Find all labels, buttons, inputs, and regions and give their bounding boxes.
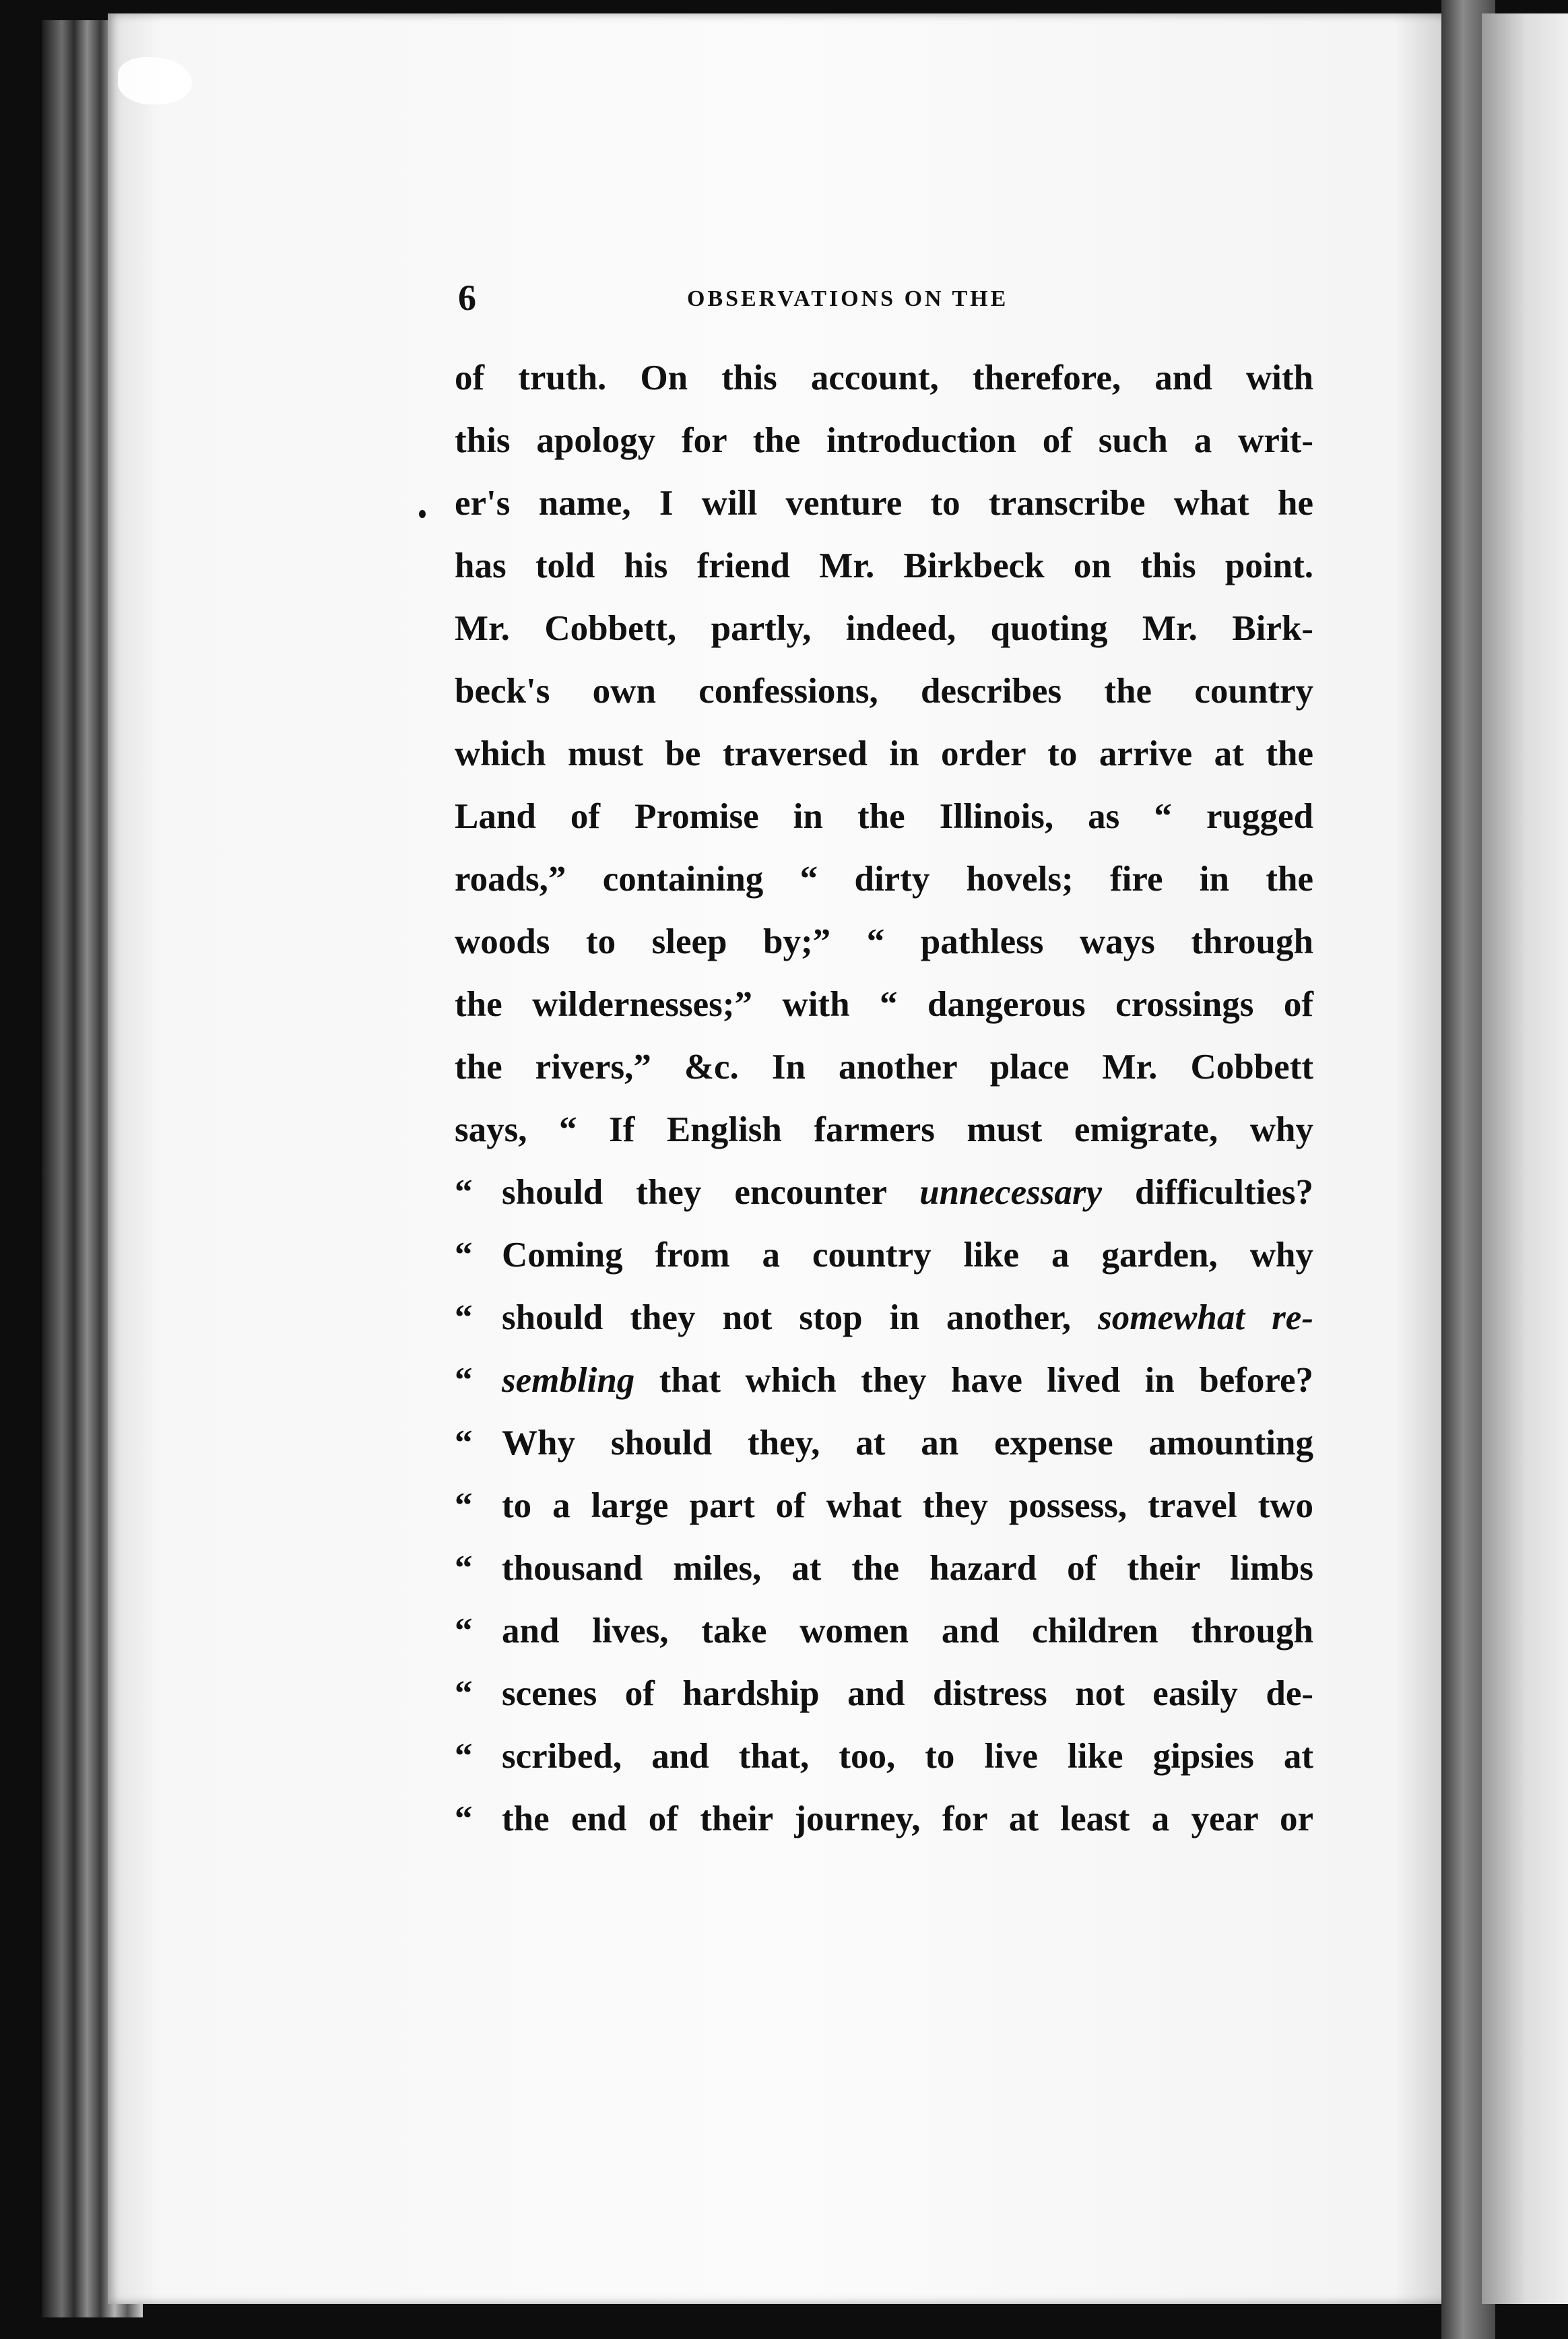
quote-mark: “ — [455, 1361, 473, 1400]
quote-mark: “ — [455, 1486, 473, 1525]
text-line: Mr. Cobbett, partly, indeed, quoting Mr. Birk- — [455, 609, 1313, 648]
quote-mark: “ — [455, 1611, 473, 1651]
quoted-line — [455, 1788, 1313, 1851]
quoted-line — [455, 1537, 1313, 1600]
quote-mark: “ — [455, 1549, 473, 1588]
quote-mark: “ — [455, 1423, 473, 1463]
quoted-text: difficulties? — [1102, 1173, 1313, 1212]
quoted-text: that which they have lived in before? — [634, 1361, 1313, 1400]
quoted-text: Coming from a country like a garden, why — [502, 1236, 1313, 1275]
text-line: Land of Promise in the Illinois, as “ rugged — [455, 797, 1313, 836]
page-header — [458, 278, 1293, 318]
quoted-line — [455, 1475, 1313, 1537]
quote-mark: “ — [455, 1737, 473, 1776]
quoted-text: the end of their journey, for at least a year or — [502, 1799, 1313, 1838]
italic-text: sembling — [502, 1361, 635, 1400]
quoted-text: scribed, and that, too, to live like gipsies at — [502, 1737, 1313, 1776]
quoted-text: Why should they, at an expense amounting — [502, 1423, 1313, 1463]
text-line: the rivers,” &c. In another place Mr. Cobbett — [455, 1048, 1313, 1087]
text-line: roads,” containing “ dirty hovels; fire in the — [455, 860, 1313, 899]
text-line: beck's own confessions, describes the country — [455, 672, 1313, 711]
quoted-line — [455, 1349, 1313, 1412]
quote-mark: “ — [455, 1173, 473, 1212]
text-line: says, “ If English farmers must emigrate, why — [455, 1110, 1313, 1149]
text-line: which must be traversed in order to arrive at the — [455, 734, 1313, 773]
quoted-line — [455, 1224, 1313, 1287]
quoted-text: and lives, take women and children through — [502, 1611, 1313, 1651]
quote-mark: “ — [455, 1298, 473, 1337]
quote-mark: “ — [455, 1674, 473, 1713]
quoted-line — [455, 1725, 1313, 1788]
quoted-text: thousand miles, at the hazard of their limbs — [502, 1549, 1313, 1588]
margin-mark — [419, 510, 426, 518]
quoted-text: should they not stop in another, — [502, 1298, 1099, 1337]
quoted-line — [455, 1287, 1313, 1349]
text-line: has told his friend Mr. Birkbeck on this point. — [455, 546, 1313, 585]
quoted-text: should they encounter — [502, 1173, 920, 1212]
quoted-line — [455, 1600, 1313, 1663]
next-page-edge — [1482, 13, 1568, 2304]
text-line: the wildernesses;” with “ dangerous crossings of — [455, 985, 1313, 1024]
quoted-line — [455, 1412, 1313, 1475]
page-number: 6 — [458, 278, 476, 318]
body-text — [455, 347, 1313, 1851]
running-head: OBSERVATIONS ON THE — [687, 286, 1009, 311]
quoted-text: to a large part of what they possess, travel two — [502, 1486, 1313, 1525]
quote-mark: “ — [455, 1236, 473, 1275]
text-line: of truth. On this account, therefore, and with — [455, 358, 1313, 397]
quoted-line — [455, 1663, 1313, 1725]
quoted-text: scenes of hardship and distress not easily de- — [502, 1674, 1313, 1713]
quote-mark: “ — [455, 1799, 473, 1838]
quoted-line — [455, 1161, 1313, 1224]
italic-text: somewhat re- — [1098, 1298, 1313, 1337]
text-line: woods to sleep by;” “ pathless ways through — [455, 922, 1313, 961]
italic-text: unnecessary — [919, 1173, 1103, 1212]
text-line: er's name, I will venture to transcribe what he — [455, 484, 1313, 523]
text-line: this apology for the introduction of such a writ- — [455, 421, 1313, 460]
